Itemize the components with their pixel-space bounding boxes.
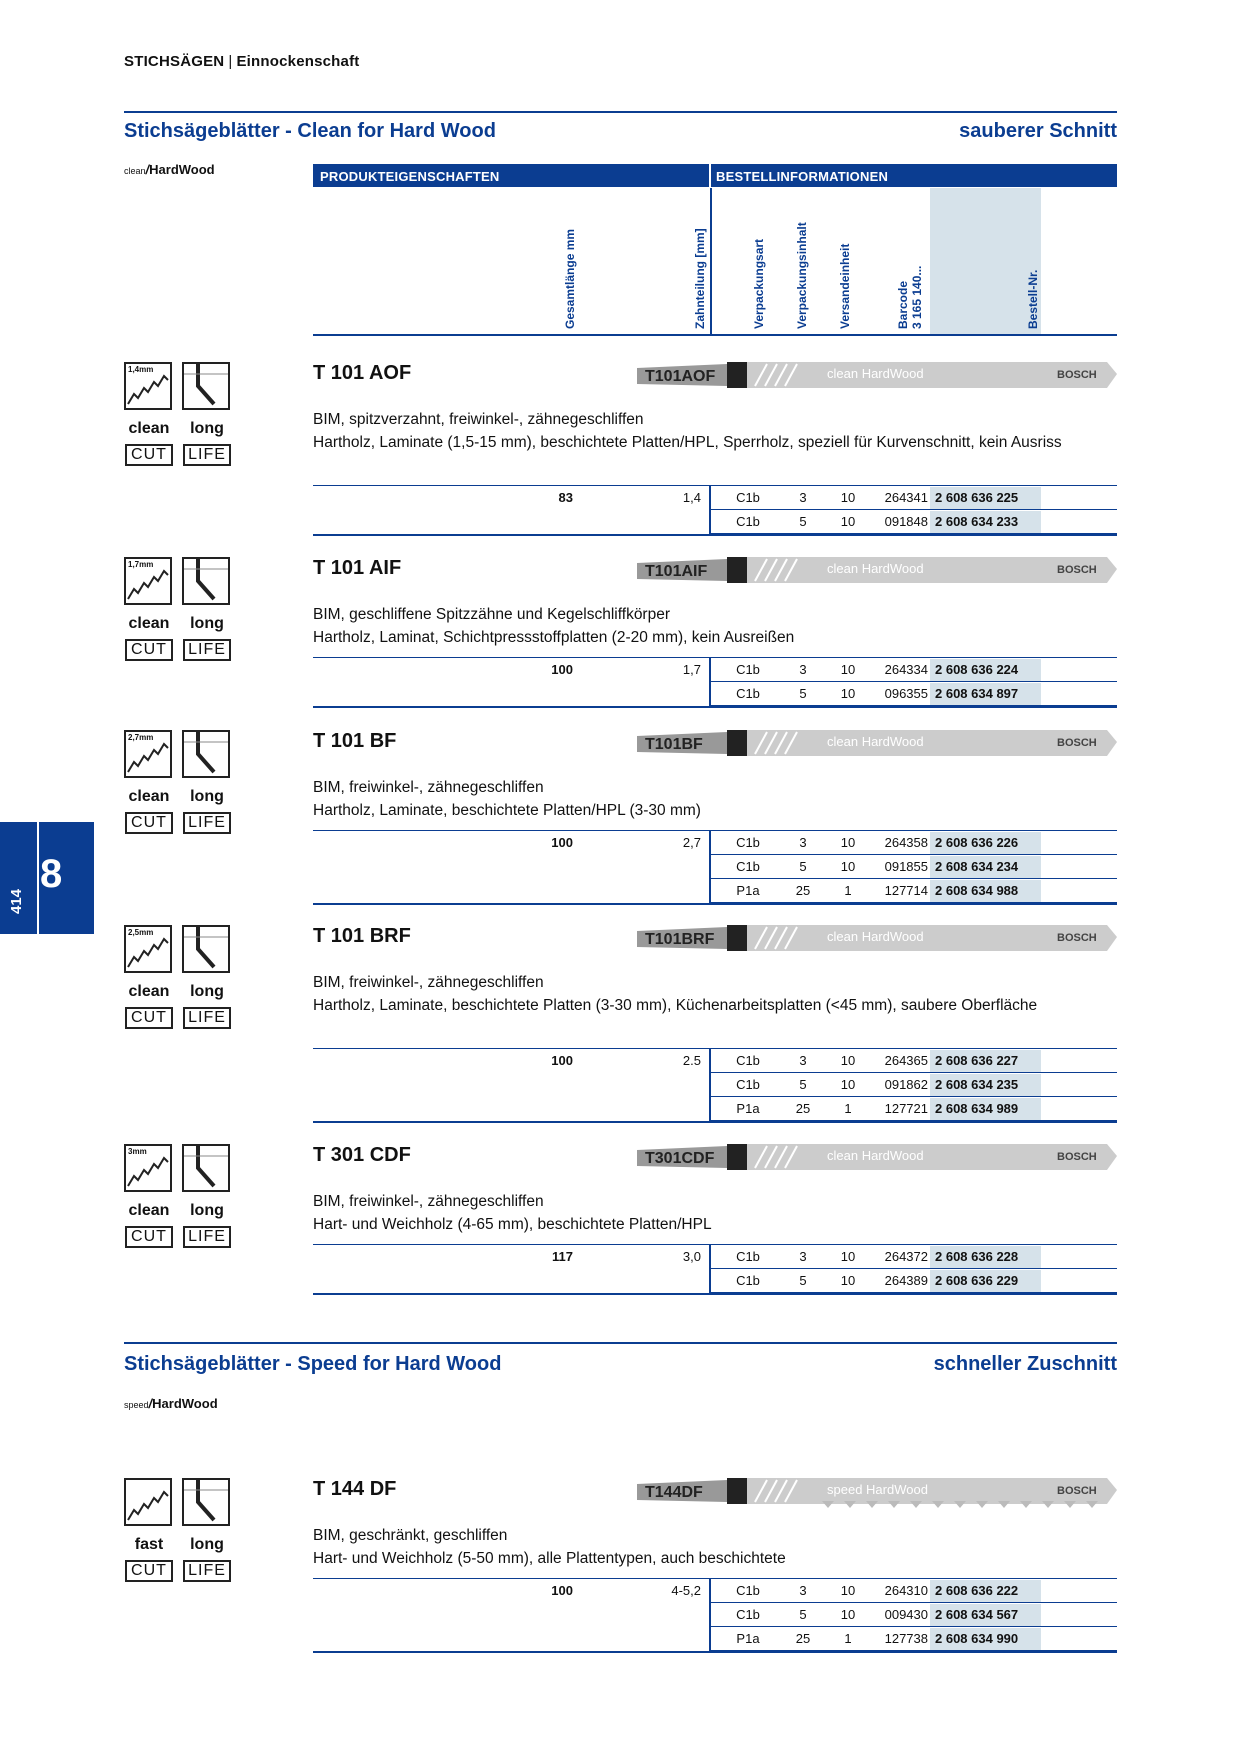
table-row bbox=[313, 1627, 1117, 1651]
table-row bbox=[313, 1073, 1117, 1097]
section1-rule bbox=[124, 111, 1117, 113]
cell-barcode: 096355 bbox=[884, 686, 928, 701]
clean-cut-badge bbox=[124, 981, 174, 1031]
cell-order-no: 2 608 636 229 bbox=[935, 1273, 1019, 1288]
brand-slash-icon: / bbox=[148, 1396, 153, 1411]
product-desc-line2: Hartholz, Laminate, beschichtete Platten (3-30 mm), Küchenarbeitsplatten (<45 mm), saubere Oberfläche bbox=[313, 997, 1038, 1014]
column-headers bbox=[313, 188, 1117, 334]
brand-slash-icon: / bbox=[145, 162, 150, 177]
chapter-number: 8 bbox=[40, 852, 63, 896]
cell-pack-type: P1a bbox=[736, 1631, 760, 1646]
cut-shape-icon bbox=[182, 557, 230, 605]
cell-pack-qty: 3 bbox=[799, 1583, 807, 1598]
product-desc-line2: Hartholz, Laminate, beschichtete Platten/HPL (3-30 mm) bbox=[313, 802, 701, 819]
cell-order-no: 2 608 634 235 bbox=[935, 1077, 1019, 1092]
cell-ship-unit: 10 bbox=[840, 1053, 856, 1068]
cell-barcode: 264389 bbox=[884, 1273, 928, 1288]
badge-bottom: CUT bbox=[125, 1226, 173, 1248]
cell-pack-qty: 5 bbox=[799, 1273, 807, 1288]
blade-image bbox=[637, 921, 1117, 955]
side-tab-divider bbox=[37, 822, 39, 934]
section1-title: Stichsägeblätter - Clean for Hard Wood bbox=[124, 120, 496, 142]
cell-pitch: 3,0 bbox=[682, 1249, 701, 1264]
section2-title: Stichsägeblätter - Speed for Hard Wood bbox=[124, 1353, 502, 1375]
product-description bbox=[313, 603, 1113, 649]
tooth-pitch-icon: 1,7mm bbox=[124, 557, 172, 605]
product-desc-line2: Hart- und Weichholz (5-50 mm), alle Plattentypen, auch beschichtete bbox=[313, 1550, 786, 1567]
tooth-pitch-icon: 1,4mm bbox=[124, 362, 172, 410]
cell-pack-qty: 3 bbox=[799, 1249, 807, 1264]
cell-ship-unit: 10 bbox=[840, 835, 856, 850]
cell-barcode: 264358 bbox=[884, 835, 928, 850]
breadcrumb-subsection: Einnockenschaft bbox=[236, 53, 360, 70]
blade-label: speed HardWood bbox=[827, 1482, 928, 1497]
fast-cut-badge bbox=[124, 1534, 174, 1584]
cell-pack-qty: 5 bbox=[799, 686, 807, 701]
badge-top: long bbox=[190, 1536, 224, 1553]
section2-brand-mark bbox=[124, 1396, 218, 1411]
cell-order-no: 2 608 636 227 bbox=[935, 1053, 1019, 1068]
cell-length: 100 bbox=[551, 835, 573, 850]
cell-pack-type: C1b bbox=[736, 1053, 760, 1068]
cell-order-no: 2 608 634 897 bbox=[935, 686, 1019, 701]
clean-cut-badge bbox=[124, 613, 174, 663]
product-name: T 301 CDF bbox=[313, 1144, 411, 1166]
header-divider bbox=[709, 164, 711, 187]
brand-name: HardWood bbox=[149, 162, 215, 177]
breadcrumb-separator: | bbox=[228, 53, 233, 70]
table-row bbox=[313, 1245, 1117, 1269]
cell-order-no: 2 608 634 233 bbox=[935, 514, 1019, 529]
cell-order-no: 2 608 634 989 bbox=[935, 1101, 1019, 1116]
table-group-header bbox=[313, 164, 1117, 187]
cell-barcode: 264310 bbox=[884, 1583, 928, 1598]
long-life-badge bbox=[182, 613, 232, 663]
cell-barcode: 091855 bbox=[884, 859, 928, 874]
cut-shape-icon bbox=[182, 925, 230, 973]
cell-order-no: 2 608 634 990 bbox=[935, 1631, 1019, 1646]
cell-barcode: 264341 bbox=[884, 490, 928, 505]
cell-order-no: 2 608 634 567 bbox=[935, 1607, 1019, 1622]
blade-code: T101AIF bbox=[645, 563, 708, 580]
badge-bottom: LIFE bbox=[183, 639, 231, 661]
cell-ship-unit: 10 bbox=[840, 490, 856, 505]
badge-bottom: LIFE bbox=[183, 1226, 231, 1248]
long-life-badge bbox=[182, 1534, 232, 1584]
cell-pack-qty: 3 bbox=[799, 490, 807, 505]
blade-label: clean HardWood bbox=[827, 734, 924, 749]
cell-ship-unit: 10 bbox=[840, 1607, 856, 1622]
cell-pack-type: C1b bbox=[736, 1249, 760, 1264]
badge-top: long bbox=[190, 615, 224, 632]
product-description bbox=[313, 776, 1113, 822]
badge-top: fast bbox=[134, 1536, 164, 1553]
blade-label: clean HardWood bbox=[827, 366, 924, 381]
cell-order-no: 2 608 636 224 bbox=[935, 662, 1019, 677]
cell-ship-unit: 1 bbox=[844, 1631, 852, 1646]
col-barcode: Barcode 3 165 140... bbox=[896, 265, 924, 329]
blade-brand: BOSCH bbox=[1057, 564, 1097, 576]
cell-ship-unit: 1 bbox=[844, 883, 852, 898]
cell-pack-type: C1b bbox=[736, 1077, 760, 1092]
cell-order-no: 2 608 636 228 bbox=[935, 1249, 1019, 1264]
col-ship-unit: Versandeinheit bbox=[838, 243, 852, 329]
cell-ship-unit: 10 bbox=[840, 1273, 856, 1288]
cell-order-no: 2 608 636 225 bbox=[935, 490, 1019, 505]
blade-brand: BOSCH bbox=[1057, 737, 1097, 749]
product-name: T 144 DF bbox=[313, 1478, 397, 1500]
cell-barcode: 091848 bbox=[884, 514, 928, 529]
product-description bbox=[313, 971, 1113, 1017]
chapter-side-tab bbox=[0, 822, 94, 934]
section1-right-label: sauberer Schnitt bbox=[959, 120, 1117, 142]
badge-bottom: LIFE bbox=[183, 1560, 231, 1582]
cell-order-no: 2 608 634 988 bbox=[935, 883, 1019, 898]
blade-brand: BOSCH bbox=[1057, 1151, 1097, 1163]
product-desc-line1: BIM, geschliffene Spitzzähne und Kegelschliffkörper bbox=[313, 606, 670, 623]
table-row bbox=[313, 1579, 1117, 1603]
product-desc-line2: Hart- und Weichholz (4-65 mm), beschichtete Platten/HPL bbox=[313, 1216, 712, 1233]
cut-shape-icon bbox=[182, 362, 230, 410]
cell-pack-qty: 5 bbox=[799, 859, 807, 874]
badge-bottom: CUT bbox=[125, 812, 173, 834]
product-name: T 101 BF bbox=[313, 730, 397, 752]
blade-label: clean HardWood bbox=[827, 561, 924, 576]
col-length: Gesamtlänge mm bbox=[563, 228, 577, 329]
col-order-no: Bestell-Nr. bbox=[1026, 269, 1040, 329]
blade-label: clean HardWood bbox=[827, 929, 924, 944]
brand-prefix: speed bbox=[124, 1400, 149, 1410]
product-description bbox=[313, 1190, 1113, 1236]
cell-pack-type: C1b bbox=[736, 662, 760, 677]
cell-pack-qty: 25 bbox=[795, 1101, 811, 1116]
cell-barcode: 127721 bbox=[884, 1101, 928, 1116]
long-life-badge bbox=[182, 1200, 232, 1250]
cell-pack-qty: 5 bbox=[799, 1077, 807, 1092]
product-name: T 101 AIF bbox=[313, 557, 402, 579]
cell-barcode: 264334 bbox=[884, 662, 928, 677]
cell-barcode: 127738 bbox=[884, 1631, 928, 1646]
badge-top: long bbox=[190, 983, 224, 1000]
table-row bbox=[313, 682, 1117, 706]
cell-pack-qty: 5 bbox=[799, 1607, 807, 1622]
header-order-info: BESTELLINFORMATIONEN bbox=[716, 169, 889, 184]
badge-top: long bbox=[190, 788, 224, 805]
badge-top: clean bbox=[128, 420, 170, 437]
blade-image bbox=[637, 1474, 1117, 1508]
section2-rule bbox=[124, 1342, 1117, 1344]
cut-shape-icon bbox=[182, 730, 230, 778]
cell-ship-unit: 10 bbox=[840, 859, 856, 874]
column-header-rule bbox=[313, 334, 1117, 336]
cell-pack-type: C1b bbox=[736, 1607, 760, 1622]
table-row bbox=[313, 855, 1117, 879]
cell-barcode: 009430 bbox=[884, 1607, 928, 1622]
long-life-badge bbox=[182, 786, 232, 836]
product-desc-line1: BIM, spitzverzahnt, freiwinkel-, zähnegeschliffen bbox=[313, 411, 644, 428]
blade-label: clean HardWood bbox=[827, 1148, 924, 1163]
badge-bottom: LIFE bbox=[183, 1007, 231, 1029]
blade-code: T101BF bbox=[645, 736, 703, 753]
tooth-pitch-icon: 3mm bbox=[124, 1144, 172, 1192]
table-row bbox=[313, 879, 1117, 903]
cell-pitch: 2.5 bbox=[682, 1053, 701, 1068]
blade-code: T101BRF bbox=[645, 931, 715, 948]
badge-bottom: CUT bbox=[125, 444, 173, 466]
cell-pitch: 4-5,2 bbox=[671, 1583, 701, 1598]
section2-right-label: schneller Zuschnitt bbox=[933, 1353, 1117, 1375]
cell-ship-unit: 10 bbox=[840, 662, 856, 677]
table-row bbox=[313, 658, 1117, 682]
cell-ship-unit: 10 bbox=[840, 1077, 856, 1092]
header-product-properties: PRODUKTEIGENSCHAFTEN bbox=[320, 169, 500, 184]
col-pack-qty: Verpackungsinhalt bbox=[795, 222, 809, 329]
blade-image bbox=[637, 358, 1117, 392]
cell-pack-type: C1b bbox=[736, 686, 760, 701]
order-column-shade bbox=[930, 188, 1041, 334]
product-desc-line1: BIM, freiwinkel-, zähnegeschliffen bbox=[313, 1193, 544, 1210]
product-desc-line1: BIM, geschränkt, geschliffen bbox=[313, 1527, 508, 1544]
clean-cut-badge bbox=[124, 786, 174, 836]
badge-top: clean bbox=[128, 788, 170, 805]
column-divider bbox=[710, 188, 712, 334]
breadcrumb bbox=[124, 53, 359, 70]
cell-length: 100 bbox=[551, 1053, 573, 1068]
cell-pack-qty: 25 bbox=[795, 1631, 811, 1646]
cell-length: 100 bbox=[551, 1583, 573, 1598]
badge-top: long bbox=[190, 420, 224, 437]
clean-cut-badge bbox=[124, 1200, 174, 1250]
badge-bottom: CUT bbox=[125, 1007, 173, 1029]
table-row bbox=[313, 1603, 1117, 1627]
breadcrumb-section: STICHSÄGEN bbox=[124, 53, 225, 70]
table-row bbox=[313, 510, 1117, 534]
brand-name: HardWood bbox=[152, 1396, 218, 1411]
blade-image bbox=[637, 726, 1117, 760]
page-number: 414 bbox=[8, 888, 25, 914]
cell-pack-qty: 5 bbox=[799, 514, 807, 529]
cell-pack-qty: 3 bbox=[799, 835, 807, 850]
blade-brand: BOSCH bbox=[1057, 932, 1097, 944]
tooth-pitch-icon bbox=[124, 1478, 172, 1526]
cell-ship-unit: 10 bbox=[840, 1249, 856, 1264]
col-pitch: Zahnteilung [mm] bbox=[693, 228, 707, 329]
badge-bottom: CUT bbox=[125, 639, 173, 661]
product-desc-line2: Hartholz, Laminate (1,5-15 mm), beschichtete Platten/HPL, Sperrholz, speziell für Kurvenschnitt, kein Ausriss bbox=[313, 434, 1062, 451]
cell-ship-unit: 1 bbox=[844, 1101, 852, 1116]
cut-shape-icon bbox=[182, 1478, 230, 1526]
badge-bottom: LIFE bbox=[183, 444, 231, 466]
cell-pack-type: P1a bbox=[736, 1101, 760, 1116]
cell-ship-unit: 10 bbox=[840, 514, 856, 529]
product-description bbox=[313, 408, 1113, 454]
cell-pack-type: P1a bbox=[736, 883, 760, 898]
col-pack-type: Verpackungsart bbox=[752, 238, 766, 329]
cell-ship-unit: 10 bbox=[840, 686, 856, 701]
badge-bottom: CUT bbox=[125, 1560, 173, 1582]
table-row bbox=[313, 831, 1117, 855]
cell-pack-type: C1b bbox=[736, 1583, 760, 1598]
table-row bbox=[313, 1049, 1117, 1073]
product-desc-line1: BIM, freiwinkel-, zähnegeschliffen bbox=[313, 974, 544, 991]
blade-code: T301CDF bbox=[645, 1150, 715, 1167]
badge-top: long bbox=[190, 1202, 224, 1219]
cell-pack-type: C1b bbox=[736, 490, 760, 505]
brand-prefix: clean bbox=[124, 166, 146, 176]
cell-barcode: 127714 bbox=[884, 883, 928, 898]
long-life-badge bbox=[182, 418, 232, 468]
cell-barcode: 264365 bbox=[884, 1053, 928, 1068]
badge-top: clean bbox=[128, 615, 170, 632]
cell-pitch: 1,7 bbox=[682, 662, 701, 677]
table-row bbox=[313, 1269, 1117, 1293]
product-name: T 101 AOF bbox=[313, 362, 412, 384]
cell-pack-type: C1b bbox=[736, 859, 760, 874]
blade-image bbox=[637, 1140, 1117, 1174]
cell-ship-unit: 10 bbox=[840, 1583, 856, 1598]
cell-pack-type: C1b bbox=[736, 514, 760, 529]
table-row bbox=[313, 1097, 1117, 1121]
cell-pack-qty: 25 bbox=[795, 883, 811, 898]
blade-brand: BOSCH bbox=[1057, 1485, 1097, 1497]
blade-code: T101AOF bbox=[645, 368, 716, 385]
cell-order-no: 2 608 636 226 bbox=[935, 835, 1019, 850]
badge-bottom: LIFE bbox=[183, 812, 231, 834]
cell-pack-type: C1b bbox=[736, 835, 760, 850]
blade-code: T144DF bbox=[645, 1484, 703, 1501]
cell-length: 117 bbox=[552, 1249, 573, 1264]
cell-length: 83 bbox=[558, 490, 573, 505]
blade-brand: BOSCH bbox=[1057, 369, 1097, 381]
tooth-pitch-icon: 2,7mm bbox=[124, 730, 172, 778]
cell-length: 100 bbox=[551, 662, 573, 677]
cell-pack-qty: 3 bbox=[799, 662, 807, 677]
cell-order-no: 2 608 636 222 bbox=[935, 1583, 1019, 1598]
section1-brand-mark bbox=[124, 162, 215, 177]
product-desc-line1: BIM, freiwinkel-, zähnegeschliffen bbox=[313, 779, 544, 796]
tooth-pitch-icon: 2,5mm bbox=[124, 925, 172, 973]
clean-cut-badge bbox=[124, 418, 174, 468]
cell-pitch: 1,4 bbox=[682, 490, 701, 505]
cell-barcode: 091862 bbox=[884, 1077, 928, 1092]
cut-shape-icon bbox=[182, 1144, 230, 1192]
product-desc-line2: Hartholz, Laminat, Schichtpressstoffplatten (2-20 mm), kein Ausreißen bbox=[313, 629, 795, 646]
badge-top: clean bbox=[128, 983, 170, 1000]
product-name: T 101 BRF bbox=[313, 925, 411, 947]
cell-pack-qty: 3 bbox=[799, 1053, 807, 1068]
long-life-badge bbox=[182, 981, 232, 1031]
badge-top: clean bbox=[128, 1202, 170, 1219]
cell-order-no: 2 608 634 234 bbox=[935, 859, 1019, 874]
cell-barcode: 264372 bbox=[884, 1249, 928, 1264]
cell-pack-type: C1b bbox=[736, 1273, 760, 1288]
cell-pitch: 2,7 bbox=[682, 835, 701, 850]
product-description bbox=[313, 1524, 1113, 1570]
blade-image bbox=[637, 553, 1117, 587]
table-row bbox=[313, 486, 1117, 510]
